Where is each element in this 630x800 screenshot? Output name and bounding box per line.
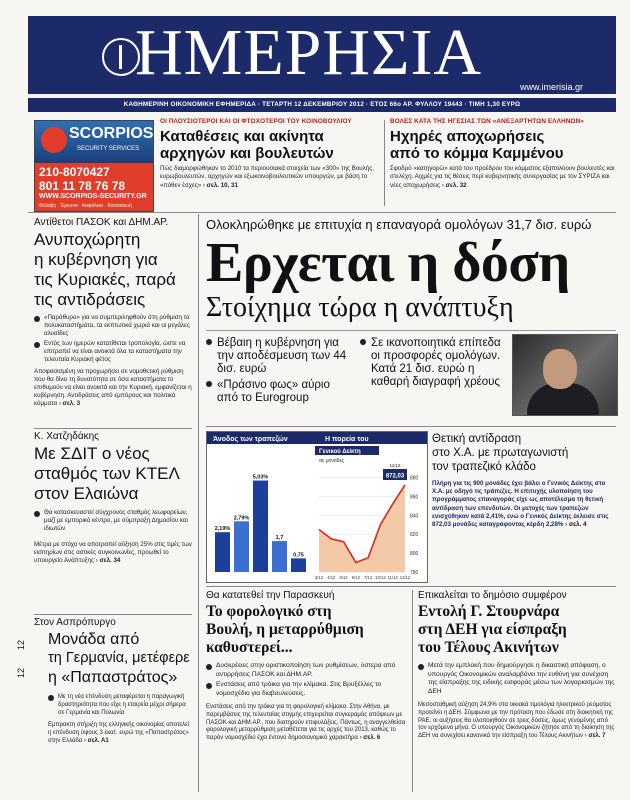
top-story-1-ref[interactable]: σελ. 10, 31: [206, 181, 238, 189]
chart-xtick-4: 7/12: [364, 575, 373, 580]
top-story-kammenos[interactable]: ΒΟΛΕΣ ΚΑΤΑ ΤΗΣ ΗΓΕΣΙΑΣ ΤΩΝ «ΑΝΕΞΑΡΤΗΤΩΝ ΕΛΛΗΝΩΝ» Ηχηρές αποχωρήσεις από το κόμμα Καμμένου Σφοδρό «κατηγορώ» κατά του προέδρου του κόμματος εξαπολύουν βουλευτές και στελέχη. Αιχμές για τις θέσεις περί κυβερνητικής συνεργασίας με τον ΣΥΡΙΖΑ και νέες αποχωρήσεις › σελ. 32: [390, 118, 615, 189]
chart-bar-1: [234, 521, 249, 572]
ad-phone-2: 801 11 78 76 78: [39, 179, 126, 193]
masthead-url[interactable]: www.imerisia.gr: [520, 82, 584, 92]
top-story-1-headline-line2: αρχηγών και βουλευτών: [160, 145, 334, 162]
chart-ytick-3: 840: [410, 513, 419, 520]
chart-xtick-1: 4/12: [327, 575, 336, 580]
chart-subtitle-right: Γενικού Δείκτη: [319, 449, 361, 455]
tax-headline-2: Βουλή, η μεταρρύθμιση: [206, 621, 364, 638]
left-3-headline-2: τη Γερμανία, μετέφερε: [48, 650, 190, 666]
chart-bar-label-3: 1,7: [275, 535, 284, 542]
market-chart: [206, 431, 428, 583]
left-2-bullet-1: Θα κατασκευαστεί σύγχρονος σταθμός λεωφορείων, μαζί με εμπορικό κέντρο, με σύμπραξη Δημοσίου και ιδιωτών: [34, 509, 192, 533]
main-bullets-right: [360, 337, 508, 389]
chart-xtick-2: 5/12: [339, 575, 348, 580]
chart-ytick-2: 820: [410, 532, 419, 539]
left-story-papastratos[interactable]: Στον Ασπρόπυργο Μονάδα από τη Γερμανία, μετέφερε η «Παπαστράτος» Με τη νέα επένδυση μεταφέρεται η παραγωγική δραστηριότητα που είχε η εταιρεία μέχρι σήμερα σε Γερμανία και Πολωνία Εμπρακτη στήριξη της ελληνικής οικονομίας αποτελεί η επένδυση ύψους 3 εκατ. ευρώ της «Παπαστράτος» στην Ελλάδα › σελ. Α1: [34, 617, 192, 745]
dei-headline-2: στη ΔΕΗ για είσπραξη: [418, 621, 567, 638]
left-3-body: Εμπρακτη στήριξη της ελληνικής οικονομίας αποτελεί η επένδυση ύψους 3 εκατ. ευρώ της «Παπαστράτος» στην Ελλάδα: [48, 722, 190, 744]
market-headline-2: στο Χ.Α. με πρωταγωνιστή: [432, 447, 569, 459]
chart-ytick-4: 860: [410, 494, 419, 501]
chart-bar-0: [215, 532, 230, 572]
market-chart-svg: [207, 432, 427, 582]
chart-area: [319, 485, 405, 572]
tax-ref[interactable]: σελ. 6: [363, 734, 381, 741]
top-story-1-body: Πώς διαμορφώθηκαν το 2010 τα περιουσιακά στοιχεία των «300» της Βουλής, ευρωβουλευτών, αρχηγών και εξωκοινοβουλευτικών υπουργών, με βάση το «πόθεν έσχες»: [160, 165, 374, 189]
masthead-title: ΗΜΕΡΗΣΙΑ: [135, 16, 483, 89]
chart-last-date: 11/12: [389, 462, 401, 468]
chart-title-left: Άνοδος των τραπεζών: [213, 436, 288, 443]
dei-kicker: Επικαλείται το δημόσιο συμφέρον: [418, 590, 567, 601]
chart-bar-label-1: 2,79%: [233, 515, 250, 522]
chart-unit: σε μονάδες: [319, 458, 345, 464]
left-3-ref[interactable]: σελ. Α1: [87, 738, 109, 744]
ad-phone-1: 210-8070427: [39, 165, 110, 179]
market-ref[interactable]: σελ. 4: [568, 521, 587, 529]
chart-xtick-6: 11/12: [387, 575, 398, 580]
market-body: Πλήρη για τις 900 μονάδες έχει βάλει ο Γενικός Δείκτης στο Χ.Α. με οδηγό τις τράπεζες. Η επιτυχής υλοποίηση του προγράμματος επαναγοράς είχε ως αποτέλεσμα τη θετική αντίδραση των επενδυτών. Οι μετοχές των τραπεζών ενισχύθηκαν κατά 2,41%, ενώ ο Γενικός Δείκτης έκλεισε στις 872,03 μονάδες καταγράφοντας κέρδη 2,28%: [432, 480, 609, 529]
dei-ref[interactable]: σελ. 7: [588, 732, 606, 739]
top-story-1-headline-line1: Καταθέσεις και ακίνητα: [160, 128, 324, 145]
side-number-2: 12: [16, 667, 27, 679]
dei-bullet-1: Μετά την εμπλοκή που δημιούργησε η δικαστική απόφαση, ο υπουργός Οικονομικών αναλαμβάνει την ευθύνη για συνέχιση της είσπραξης της ειδικής εισφοράς μέσω των λογαριασμών της ΔΕΗ: [418, 662, 616, 696]
tax-body: Ενστάσεις από την τρόικα για τη φορολογική κλίμακα. Στην Αθήνα, με παρεμβάσεις της τελευταίας στιγμής επιχειρείται συγκεραμός απόψεων με ΠΑΣΟΚ και ΔΗΜ.ΑΡ., που διατηρούν επιφυλάξεις. Πάντως, η αναγγελθείσα φορολογική μεταρρύθμιση μεταθέτεται για τις αρχές του 2013, καθώς το παρόν νομοσχέδιο έχει έντονο δημοσιονομικό χαρακτήρα: [206, 704, 406, 741]
left-3-headline-3: η «Παπαστράτος»: [48, 669, 178, 686]
chart-bar-4: [291, 558, 306, 572]
main-bullet-2: «Πράσινο φως» αύριο από το Eurogroup: [206, 379, 354, 405]
chart-title-right: Η πορεία του: [325, 436, 369, 443]
chart-bar-label-2: 5,03%: [252, 474, 269, 481]
main-bullet-1: Βέβαιη η κυβέρνηση για την αποδέσμευση των 44 δισ. ευρώ: [206, 337, 354, 376]
left-3-bullet-1: Με τη νέα επένδυση μεταφέρεται η παραγωγική δραστηριότητα που είχε η εταιρεία μέχρι σήμερα σε Γερμανία και Πολωνία: [48, 693, 192, 717]
top-story-2-headline-line2: από το κόμμα Καμμένου: [390, 145, 564, 162]
scorpios-ad[interactable]: [34, 120, 154, 212]
top-story-2-body: Σφοδρό «κατηγορώ» κατά του προέδρου του κόμματος εξαπολύουν βουλευτές και στελέχη. Αιχμές για τις θέσεις περί κυβερνητικής συνεργασίας με τον ΣΥΡΙΖΑ και νέες αποχωρήσεις: [390, 165, 615, 189]
left-2-headline-3: στον Ελαιώνα: [34, 484, 139, 503]
main-subheadline: Στοίχημα τώρα η ανάπτυξη: [206, 292, 514, 323]
chart-xtick-3: 6/12: [351, 575, 360, 580]
ad-brand: SCORPIOS: [69, 125, 154, 142]
chart-ytick-1: 800: [410, 551, 419, 558]
ad-services: Φύλαξη · Έρευνα · Ασφάλεια · Κατασκευή: [39, 203, 132, 209]
main-bullet-3: Σε ικανοποιητικά επίπεδα οι προσφορές ομολόγων. Κατά 21 δισ. ευρώ η καθαρή διαγραφή χρέους: [360, 337, 508, 389]
left-2-body: Μέτρα με στόχο να αποτραπεί αύξηση 25% στις τιμές των εισιτηρίων στις αστικές συγκοινωνίες, προωθεί το υπουργείο Ανάπτυξης: [34, 541, 192, 564]
left-1-bullet-1: «Παράθυρο» για να συμπεριληφθούν στη ρύθμιση τα πολυκαταστήματα, τα εκπτωτικά χωριά και οι μεγάλες αλυσίδες: [34, 314, 192, 338]
dei-headline-3: του Τέλους Ακινήτων: [418, 639, 559, 656]
left-2-headline-2: σταθμός των ΚΤΕΛ: [34, 464, 180, 483]
top-story-1-kicker: ΟΙ ΠΛΟΥΣΙΟΤΕΡΟΙ ΚΑΙ ΟΙ ΦΤΩΧΟΤΕΡΟΙ ΤΟΥ ΚΟΙΝΟΒΟΥΛΙΟΥ: [160, 118, 352, 125]
tax-bullet-1: Δυσκρέειες στην οριστικοποίηση των ρυθμίσεων, ύστερα από αντιρρήσεις ΠΑΣΟΚ και ΔΗΜ.ΑΡ.: [206, 662, 406, 679]
chart-ytick-0: 780: [410, 570, 419, 576]
left-1-headline-4: τις αντιδράσεις: [34, 290, 146, 309]
dei-headline-1: Εντολή Γ. Στουρνάρα: [418, 603, 560, 620]
top-story-assets[interactable]: ΟΙ ΠΛΟΥΣΙΟΤΕΡΟΙ ΚΑΙ ΟΙ ΦΤΩΧΟΤΕΡΟΙ ΤΟΥ ΚΟΙΝΟΒΟΥΛΙΟΥ Καταθέσεις και ακίνητα αρχηγών και βουλευτών Πώς διαμορφώθηκαν το 2010 τα περιουσιακά στοιχεία των «300» της Βουλής, ευρωβουλευτών, αρχηγών και εξωκοινοβουλευτικών υπουργών, με βάση το «πόθεν έσχες» › σελ. 10, 31: [160, 118, 380, 190]
left-2-headline-1: Με ΣΔΙΤ ο νέος: [34, 444, 150, 463]
ad-sub: SECURITY SERVICES: [77, 146, 140, 152]
main-headline[interactable]: Ερχεται η δόση: [206, 232, 570, 294]
dei-body: Μεσοσταθμική αύξηση 24,9% στα οικιακά τιμολόγια ηλεκτρικού ρεύματος προτείνει η ΔΕΗ. Σύμφωνα με την πρόταση που έδωσε στη διοικητική της ΡΑΕ, οι αυξήσεις θα υλοποιηθούν σε τρεις δόσεις, όμως γενομένης από τον ερχόμενο μήνα. Ο υπουργός Οικονομικών ζήτησε από τη διοίκηση της ΔΕΗ να συνεχίσει κανονικά την είσπραξη του Τέλους Ακινήτων: [418, 702, 615, 739]
market-headline-3: τον τραπεζικό κλάδο: [432, 461, 536, 473]
left-1-kicker: Αντίθετοι ΠΑΣΟΚ και ΔΗΜ.ΑΡ.: [34, 217, 169, 228]
left-1-headline-3: τις Κυριακές, παρά: [34, 270, 176, 289]
chart-ytick-5: 880: [410, 475, 419, 482]
left-1-body: Αποφασισμένη να προχωρήσει σε νομοθετική ρύθμιση που θα δίνει τη δυνατότητα σε όσα καταστήματα το επιθυμούν να είναι ανοικτά και την Κυριακή, εμφανίζεται η κυβέρνηση. Αντιδράσεις από εμπόρους και πολιτικά κόμματα: [34, 368, 192, 407]
dei-story[interactable]: Επικαλείται το δημόσιο συμφέρον Εντολή Γ. Στουρνάρα στη ΔΕΗ για είσπραξη του Τέλους Ακινήτων Μετά την εμπλοκή που δημιούργησε η δικαστική απόφαση, ο υπουργός Οικονομικών αναλαμβάνει την ευθύνη για συνέχιση της είσπραξης της ειδικής εισφοράς μέσω των λογαριασμών της ΔΕΗ Μεσοσταθμική αύξηση 24,9% στα οικιακά τιμολόγια ηλεκτρικού ρεύματος προτείνει η ΔΕΗ. Σύμφωνα με την πρόταση που έδωσε στη διοικητική της ΡΑΕ, οι αυξήσεις θα υλοποιηθούν σε τρεις δόσεις, όμως γενομένης από τον ερχόμενο μήνα. Ο υπουργός Οικονομικών ζήτησε από τη διοίκηση της ΔΕΗ να συνεχίσει κανονικά την είσπραξη του Τέλους Ακινήτων › σελ. 7: [418, 590, 615, 739]
market-headline-1: Θετική αντίδραση: [432, 433, 522, 445]
chart-bar-3: [272, 541, 287, 572]
left-1-headline-1: Ανυποχώρητη: [34, 230, 141, 249]
side-number-1: 12: [16, 639, 27, 651]
chart-bar-label-0: 2,19%: [214, 526, 231, 533]
tax-bullet-2: Ενστάσεις από τρόικα για την κλίμακα. Στις Βρυξέλλες το νομοσχέδιο για διαβουλεύσεις.: [206, 681, 406, 698]
left-2-ref[interactable]: σελ. 34: [99, 557, 121, 564]
ad-website: WWW.SCORPIOS-SECURITY.GR: [39, 193, 147, 200]
left-1-ref[interactable]: σελ. 3: [62, 400, 81, 407]
tax-story[interactable]: Θα κατατεθεί την Παρασκευή Το φορολογικό στη Βουλή, η μεταρρύθμιση καθυστερεί... Δυσκρέειες στην οριστικοποίηση των ρυθμίσεων, ύστερα από αντιρρήσεις ΠΑΣΟΚ και ΔΗΜ.ΑΡ. Ενστάσεις από τρόικα για την κλίμακα. Στις Βρυξέλλες το νομοσχέδιο για διαβουλεύσεις. Ενστάσεις από την τρόικα για τη φορολογική κλίμακα. Στην Αθήνα, με παρεμβάσεις της τελευταίας στιγμής επιχειρείται συγκεραμός απόψεων με ΠΑΣΟΚ και ΔΗΜ.ΑΡ., που διατηρούν επιφυλάξεις. Πάντως, η αναγγελθείσα φορολογική μεταρρύθμιση μεταθέτεται για τις αρχές του 2013, καθώς το παρόν νομοσχέδιο έχει έντονο δημοσιονομικό χαρακτήρα › σελ. 6: [206, 590, 406, 741]
left-3-headline-1: Μονάδα από: [48, 631, 140, 648]
left-2-kicker: Κ. Χατζηδάκης: [34, 431, 100, 442]
left-3-kicker: Στον Ασπρόπυργο: [34, 617, 116, 628]
left-1-headline-2: η κυβέρνηση για: [34, 250, 158, 269]
left-story-sundays[interactable]: Αντίθετοι ΠΑΣΟΚ και ΔΗΜ.ΑΡ. Ανυποχώρητη η κυβέρνηση για τις Κυριακές, παρά τις αντιδράσεις «Παράθυρο» για να συμπεριληφθούν στη ρύθμιση τα πολυκαταστήματα, τα εκπτωτικά χωριά και οι μεγάλες αλυσίδες Εντός των ημερών κατατίθεται τροπολογία, ώστε να επιτραπεί να είναι ανοικτά όλα τα καταστήματα την τελευταία Κυριακή φέτος Αποφασισμένη να προχωρήσει σε νομοθετική ρύθμιση που θα δίνει τη δυνατότητα σε όσα καταστήματα το επιθυμούν να είναι ανοικτά και την Κυριακή, εμφανίζεται η κυβέρνηση. Αντιδράσεις από εμπόρους και πολιτικά κόμματα › σελ. 3: [34, 217, 192, 407]
top-story-2-kicker: ΒΟΛΕΣ ΚΑΤΑ ΤΗΣ ΗΓΕΣΙΑΣ ΤΩΝ «ΑΝΕΞΑΡΤΗΤΩΝ ΕΛΛΗΝΩΝ»: [390, 118, 585, 125]
chart-bar-2: [253, 481, 268, 572]
top-story-2-headline-line1: Ηχηρές αποχωρήσεις: [390, 128, 545, 145]
main-bullets-left: [206, 337, 354, 405]
masthead-tagline: ΚΑΘΗΜΕΡΙΝΗ ΟΙΚΟΝΟΜΙΚΗ ΕΦΗΜΕΡΙΔΑ · ΤΕΤΑΡΤΗ 12 ΔΕΚΕΜΒΡΙΟΥ 2012 · ΕΤΟΣ 66ο ΑΡ. ΦΥΛΛΟΥ 19443 · ΤΙΜΗ 1,30 ΕΥΡΩ: [28, 98, 616, 112]
tax-kicker: Θα κατατεθεί την Παρασκευή: [206, 590, 335, 601]
left-1-bullet-2: Εντός των ημερών κατατίθεται τροπολογία, ώστε να επιτραπεί να είναι ανοικτά όλα τα καταστήματα την τελευταία Κυριακή φέτος: [34, 340, 192, 364]
minister-photo: [512, 334, 618, 416]
tax-headline-3: καθυστερεί...: [206, 639, 293, 656]
chart-last-value: 872,03: [385, 473, 405, 480]
main-kicker: Ολοκληρώθηκε με επιτυχία η επαναγορά ομολόγων 31,7 δισ. ευρώ: [206, 217, 592, 232]
chart-xtick-5: 10/12: [375, 575, 386, 580]
chart-bar-label-4: 0,75: [293, 552, 304, 559]
chart-xtick-7: 12/12: [399, 575, 411, 580]
tax-headline-1: Το φορολογικό στη: [206, 603, 332, 620]
left-story-ktel[interactable]: Κ. Χατζηδάκης Με ΣΔΙΤ ο νέος σταθμός των ΚΤΕΛ στον Ελαιώνα Θα κατασκευαστεί σύγχρονος σταθμός λεωφορείων, μαζί με εμπορικό κέντρο, με σύμπραξη Δημοσίου και ιδιωτών Μέτρα με στόχο να αποτραπεί αύξηση 25% στις τιμές των εισιτηρίων στις αστικές συγκοινωνίες, προωθεί το υπουργείο Ανάπτυξης › σελ. 34: [34, 431, 192, 564]
top-story-2-ref[interactable]: σελ. 32: [445, 181, 467, 189]
market-story[interactable]: Θετική αντίδραση στο Χ.Α. με πρωταγωνιστή τον τραπεζικό κλάδο Πλήρη για τις 900 μονάδες έχει βάλει ο Γενικός Δείκτης στο Χ.Α. με οδηγό τις τράπεζες. Η επιτυχής υλοποίηση του προγράμματος επαναγοράς είχε ως αποτέλεσμα τη θετική αντίδραση των επενδυτών. Οι μετοχές των τραπεζών ενισχύθηκαν κατά 2,41%, ενώ ο Γενικός Δείκτης έκλεισε στις 872,03 μονάδες καταγράφοντας κέρδη 2,28% › σελ. 4: [432, 432, 616, 529]
scorpion-icon: [41, 127, 67, 153]
chart-xtick-0: 3/12: [314, 575, 324, 580]
